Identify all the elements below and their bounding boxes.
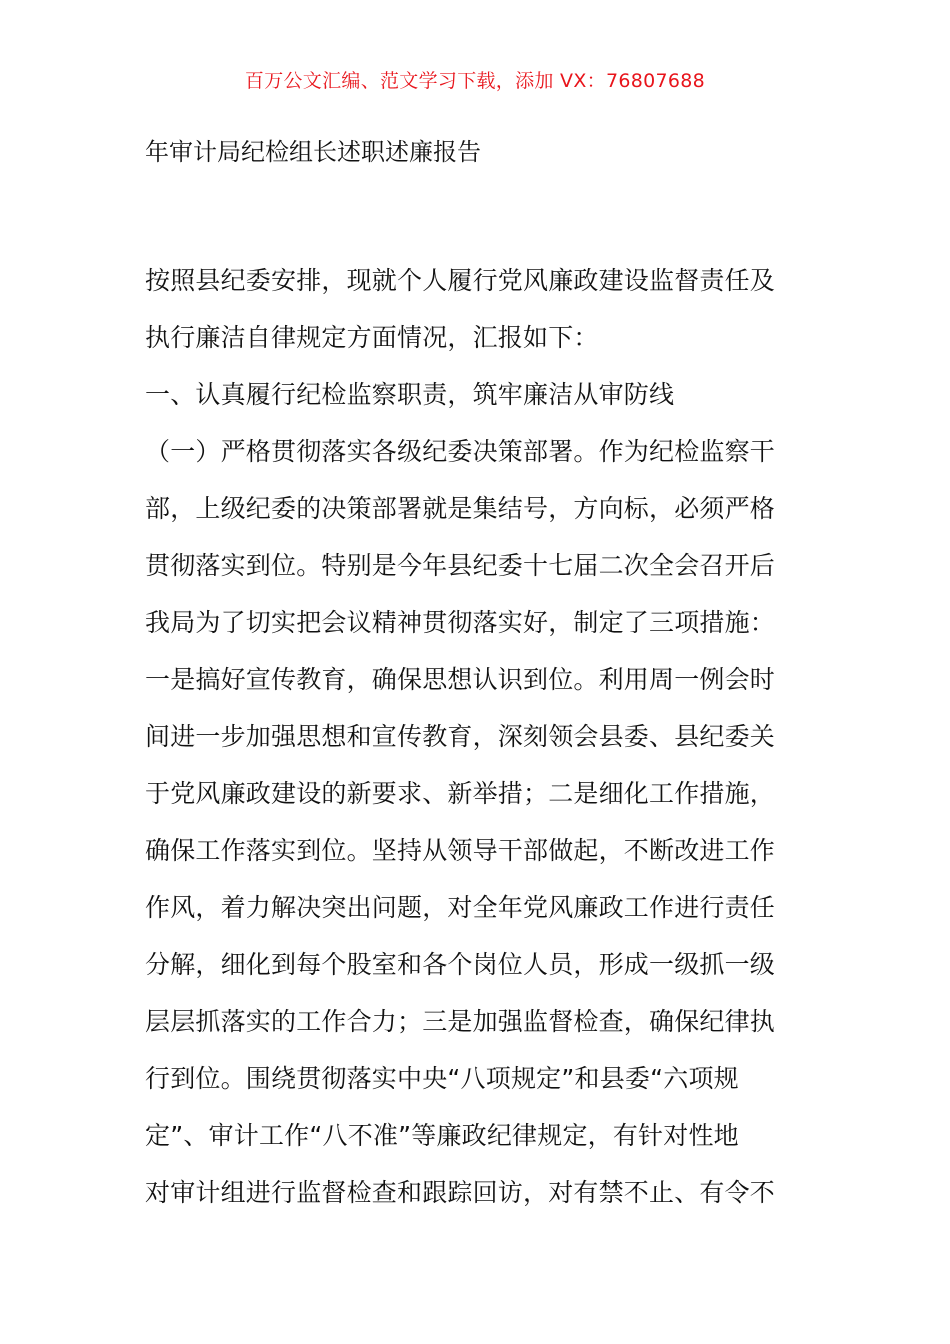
document-body: [145, 252, 813, 1221]
body-line: 确保工作落实到位。坚持从领导干部做起，不断改进工作: [145, 836, 776, 865]
body-line: 间进一步加强思想和宣传教育，深刻领会县委、县纪委关: [145, 722, 776, 751]
body-line: 执行廉洁自律规定方面情况，汇报如下：: [145, 323, 599, 352]
section-heading: 一、认真履行纪检监察职责，筑牢廉洁从审防线: [145, 380, 675, 409]
body-line: 作风，着力解决突出问题，对全年党风廉政工作进行责任: [145, 893, 776, 922]
body-line: 定”、审计工作“八不准”等廉政纪律规定，有针对性地: [145, 1121, 739, 1150]
body-line: 层层抓落实的工作合力；三是加强监督检查，确保纪律执: [145, 1007, 776, 1036]
body-line: 贯彻落实到位。特别是今年县纪委十七届二次全会召开后: [145, 551, 776, 580]
body-line: （一）严格贯彻落实各级纪委决策部署。作为纪检监察干: [145, 437, 776, 466]
header-banner: 百万公文汇编、范文学习下载，添加 VX：76807688: [244, 70, 706, 92]
body-line: 对审计组进行监督检查和跟踪回访，对有禁不止、有令不: [145, 1178, 776, 1207]
body-line: 于党风廉政建设的新要求、新举措；二是细化工作措施，: [145, 779, 776, 808]
body-line: 行到位。围绕贯彻落实中央“八项规定”和县委“六项规: [145, 1064, 739, 1093]
body-line: 一是搞好宣传教育，确保思想认识到位。利用周一例会时: [145, 665, 776, 694]
body-line: 我局为了切实把会议精神贯彻落实好，制定了三项措施：: [145, 608, 776, 637]
document-title: 年审计局纪检组长述职述廉报告: [145, 138, 481, 166]
body-line: 分解，细化到每个股室和各个岗位人员，形成一级抓一级: [145, 950, 776, 979]
body-line: 按照县纪委安排，现就个人履行党风廉政建设监督责任及: [145, 266, 776, 295]
body-line: 部，上级纪委的决策部署就是集结号，方向标，必须严格: [145, 494, 776, 523]
